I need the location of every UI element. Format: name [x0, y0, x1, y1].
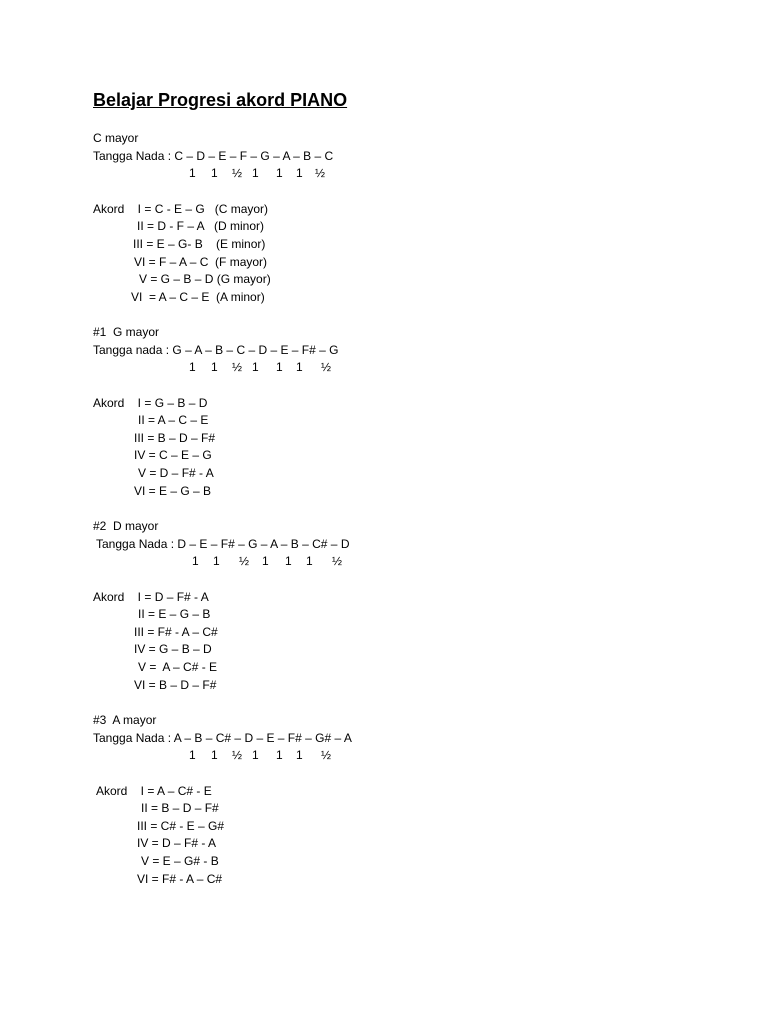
interval-value: ½	[232, 166, 243, 180]
scale-line: Tangga Nada : C – D – E – F – G – A – B – C	[93, 149, 334, 163]
interval-value: ½	[232, 748, 243, 762]
chord-line: III = C# - E – G#	[137, 819, 225, 833]
interval-value: ½	[332, 554, 343, 568]
section-heading: C mayor	[93, 131, 139, 145]
chord-line: III = B – D – F#	[134, 431, 216, 445]
chord-line: VI = B – D – F#	[134, 678, 217, 692]
interval-value: 1	[276, 166, 283, 180]
interval-value: 1	[192, 554, 199, 568]
scale-line: Tangga Nada : D – E – F# – G – A – B – C# – D	[96, 537, 350, 551]
section-heading: #1 G mayor	[93, 325, 160, 339]
chord-line: III = F# - A – C#	[134, 625, 218, 639]
chord-line: V = D – F# - A	[138, 466, 214, 480]
page-title: Belajar Progresi akord PIANO	[93, 90, 348, 110]
chord-line: V = A – C# - E	[138, 660, 218, 674]
section-heading: #2 D mayor	[93, 519, 159, 533]
chord-line: III = E – G- B (E minor)	[133, 237, 266, 251]
chord-line: II = B – D – F#	[141, 801, 219, 815]
chord-line: IV = G – B – D	[134, 642, 212, 656]
chord-line: II = A – C – E	[138, 413, 209, 427]
interval-value: 1	[211, 748, 218, 762]
interval-value: 1	[211, 360, 218, 374]
chord-line: II = D - F – A (D minor)	[137, 219, 265, 233]
interval-value: 1	[189, 360, 196, 374]
chord-line: VI = A – C – E (A minor)	[131, 290, 265, 304]
chord-line: V = E – G# - B	[141, 854, 219, 868]
interval-value: 1	[252, 166, 259, 180]
interval-value: 1	[276, 748, 283, 762]
chord-line: II = E – G – B	[138, 607, 211, 621]
interval-value: ½	[321, 360, 332, 374]
interval-value: ½	[315, 166, 326, 180]
chord-line: IV = D – F# - A	[137, 836, 217, 850]
interval-value: 1	[285, 554, 292, 568]
interval-value: 1	[262, 554, 269, 568]
chord-line: V = G – B – D (G mayor)	[139, 272, 271, 286]
interval-value: 1	[189, 166, 196, 180]
interval-value: 1	[252, 748, 259, 762]
interval-value: 1	[276, 360, 283, 374]
interval-value: 1	[252, 360, 259, 374]
interval-value: ½	[321, 748, 332, 762]
chord-line: VI = F# - A – C#	[137, 872, 223, 886]
interval-value: 1	[296, 166, 303, 180]
interval-value: ½	[239, 554, 250, 568]
chord-line: VI = F – A – C (F mayor)	[134, 255, 268, 269]
chord-line: Akord I = G – B – D	[93, 396, 208, 410]
scale-line: Tangga Nada : A – B – C# – D – E – F# – G# – A	[93, 731, 352, 745]
chord-line: Akord I = C - E – G (C mayor)	[93, 202, 269, 216]
chord-line: IV = C – E – G	[134, 448, 212, 462]
interval-value: 1	[211, 166, 218, 180]
interval-value: 1	[306, 554, 313, 568]
chord-line: Akord I = D – F# - A	[93, 590, 209, 604]
scale-line: Tangga nada : G – A – B – C – D – E – F# – G	[93, 343, 339, 357]
interval-value: 1	[296, 748, 303, 762]
interval-value: 1	[189, 748, 196, 762]
interval-value: ½	[232, 360, 243, 374]
section-heading: #3 A mayor	[93, 713, 157, 727]
interval-value: 1	[213, 554, 220, 568]
chord-line: Akord I = A – C# - E	[96, 784, 212, 798]
chord-line: VI = E – G – B	[134, 484, 212, 498]
interval-value: 1	[296, 360, 303, 374]
